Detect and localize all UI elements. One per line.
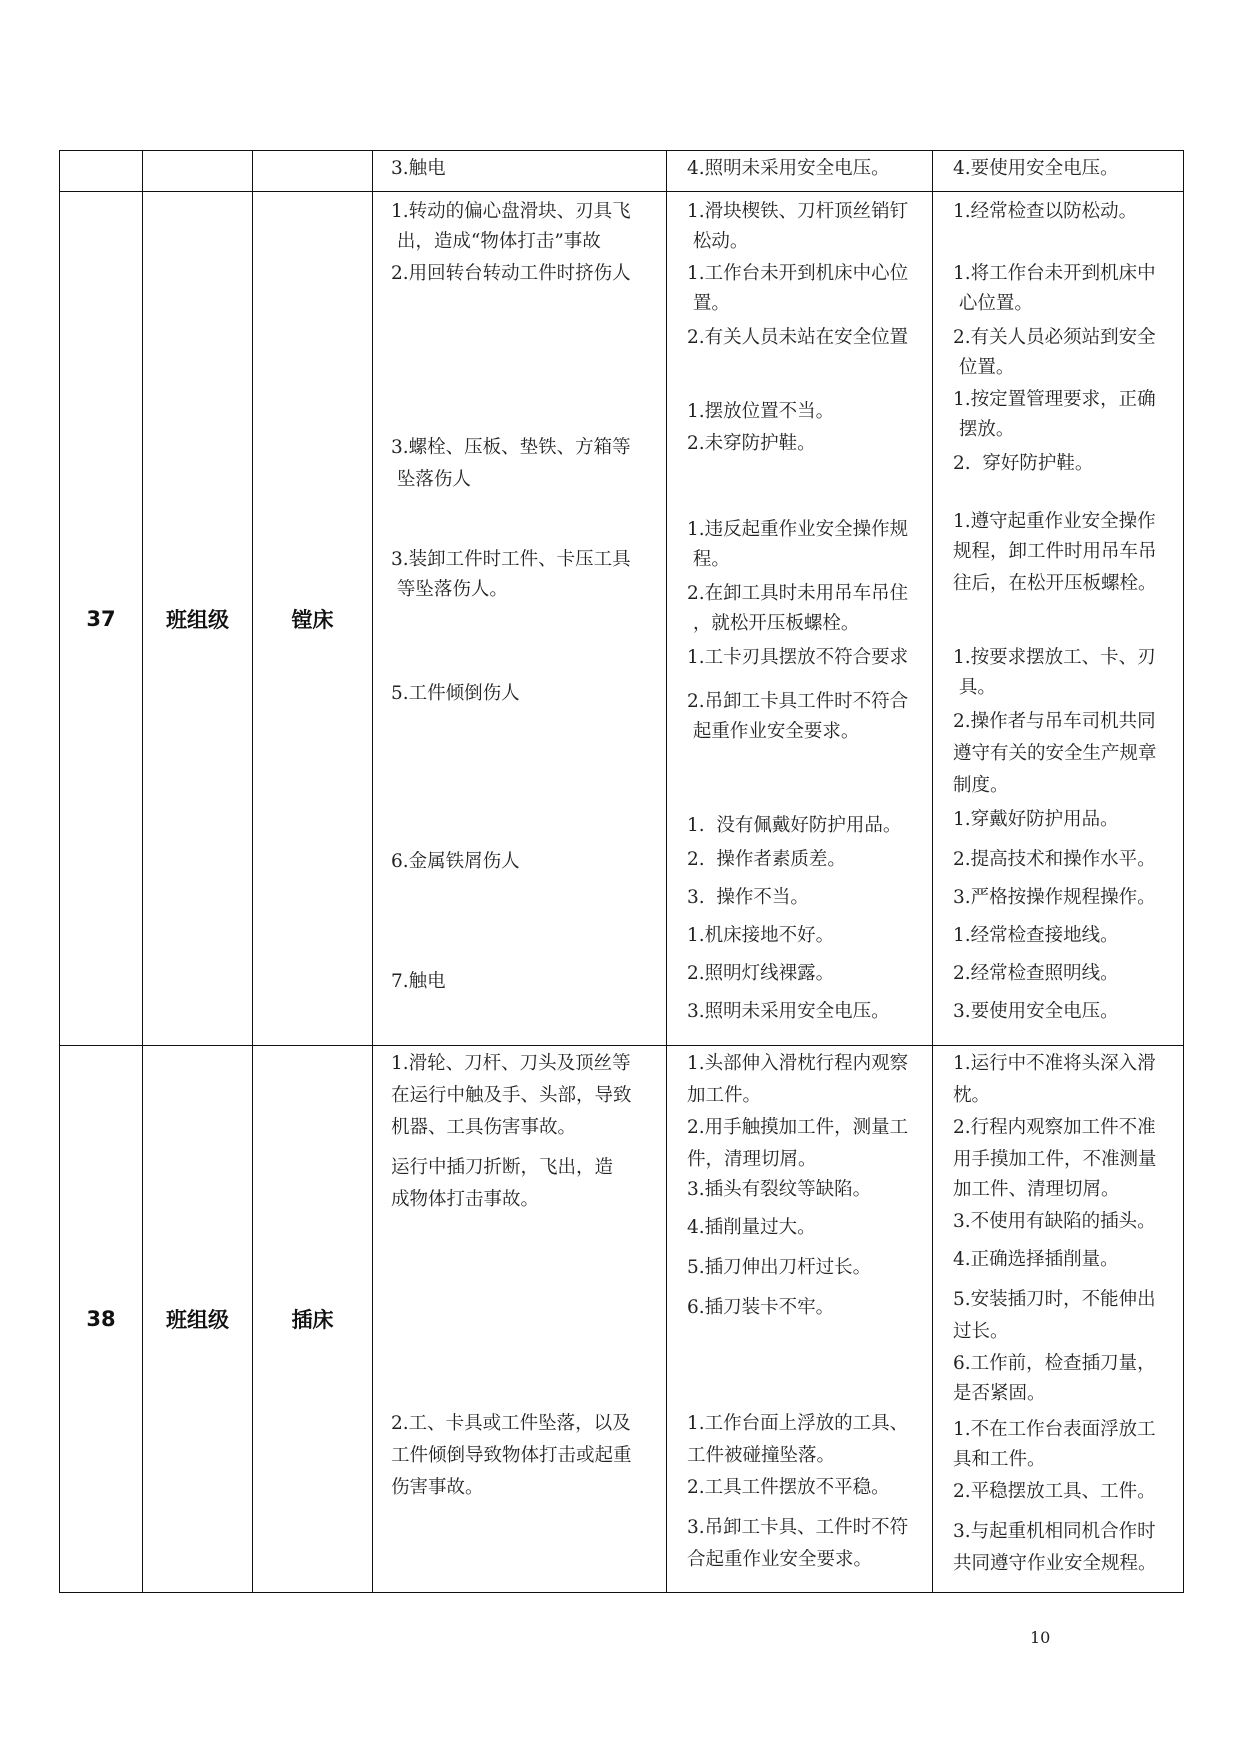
measure-line: 1.按定置管理要求，正确 xyxy=(953,389,1156,410)
machine-name: 镗床 xyxy=(253,192,373,1046)
hazard-line: 7.触电 xyxy=(391,971,446,992)
measure-line: 2.行程内观察加工件不准 xyxy=(953,1117,1156,1138)
table-row xyxy=(60,1046,1184,1593)
hazard-line: 5.工件倾倒伤人 xyxy=(391,683,520,704)
machine-name: 插床 xyxy=(253,1046,373,1593)
measure-cell xyxy=(933,192,1184,1046)
page-number: 10 xyxy=(1030,1628,1051,1647)
hazard-line: 2.工、卡具或工件坠落，以及 xyxy=(391,1413,631,1434)
measure-line: 1.不在工作台表面浮放工 xyxy=(953,1419,1156,1440)
hazard-line: 6.金属铁屑伤人 xyxy=(391,851,520,872)
row-number: 38 xyxy=(60,1046,143,1593)
cause-line: 1.摆放位置不当。 xyxy=(687,401,835,422)
measure-line: 6.工作前，检查插刀量， xyxy=(953,1353,1156,1374)
cause-line: 松动。 xyxy=(687,231,749,252)
measure-line: 共同遵守作业安全规程。 xyxy=(953,1553,1157,1574)
measure-line: 位置。 xyxy=(953,357,1015,378)
cause-line: 1.工作台未开到机床中心位 xyxy=(687,263,909,284)
measure-line: 3.严格按操作规程操作。 xyxy=(953,887,1156,908)
level-cell xyxy=(143,151,253,192)
cause-line: 2.未穿防护鞋。 xyxy=(687,433,816,454)
hazard-line: 机器、工具伤害事故。 xyxy=(391,1117,577,1138)
measure-cell xyxy=(933,1046,1184,1593)
measure-line: 1.经常检查以防松动。 xyxy=(953,201,1138,222)
measure-line: 过长。 xyxy=(953,1321,1009,1342)
cause-line: 2.照明灯线裸露。 xyxy=(687,963,835,984)
hazard-line: 等坠落伤人。 xyxy=(391,579,508,600)
hazard-line: 2.用回转台转动工件时挤伤人 xyxy=(391,263,631,284)
measure-line: 制度。 xyxy=(953,775,1009,796)
cause-line: 6.插刀装卡不牢。 xyxy=(687,1297,835,1318)
cause-line: 1.头部伸入滑枕行程内观察 xyxy=(687,1053,909,1074)
measure-line: 1.将工作台未开到机床中 xyxy=(953,263,1156,284)
measure-line: 往后，在松开压板螺栓。 xyxy=(953,573,1157,594)
cause-line: 程。 xyxy=(687,549,730,570)
measure-line: 遵守有关的安全生产规章 xyxy=(953,743,1157,764)
hazard-line: 出，造成“物体打击”事故 xyxy=(391,231,601,252)
cause-line: 工件被碰撞坠落。 xyxy=(687,1445,836,1466)
cause-cell xyxy=(667,192,933,1046)
measure-line: 用手摸加工件，不准测量 xyxy=(953,1149,1157,1170)
cause-line: 合起重作业安全要求。 xyxy=(687,1549,873,1570)
measure-line: 具。 xyxy=(953,677,996,698)
machine-cell xyxy=(253,151,373,192)
hazard-line: 工件倾倒导致物体打击或起重 xyxy=(391,1445,632,1466)
hazard-line: 伤害事故。 xyxy=(391,1477,484,1498)
no-cell xyxy=(60,151,143,192)
cause-line: 3. 操作不当。 xyxy=(687,887,809,908)
measure-line: 摆放。 xyxy=(953,419,1015,440)
cause-line: 2.工具工件摆放不平稳。 xyxy=(687,1477,890,1498)
cause-line: 1.机床接地不好。 xyxy=(687,925,835,946)
hazard-line: 1.转动的偏心盘滑块、刃具飞 xyxy=(391,201,631,222)
cause-line: 2.用手触摸加工件，测量工 xyxy=(687,1117,909,1138)
cause-line: 2.在卸工具时未用吊车吊住 xyxy=(687,583,909,604)
measure-line: 4.要使用安全电压。 xyxy=(953,158,1119,179)
cause-line: 1.违反起重作业安全操作规 xyxy=(687,519,909,540)
cause-line: 2.有关人员未站在安全位置 xyxy=(687,327,909,348)
hazard-line: 3.螺栓、压板、垫铁、方箱等 xyxy=(391,437,631,458)
measure-line: 1.遵守起重作业安全操作 xyxy=(953,511,1156,532)
cause-line: 3.插头有裂纹等缺陷。 xyxy=(687,1179,872,1200)
measure-line: 4.正确选择插削量。 xyxy=(953,1249,1119,1270)
cause-cell xyxy=(667,151,933,192)
cause-line: 2.吊卸工卡具工件时不符合 xyxy=(687,691,909,712)
hazard-cell xyxy=(373,192,667,1046)
measure-line: 3.与起重机相同机合作时 xyxy=(953,1521,1156,1542)
cause-line: 2. 操作者素质差。 xyxy=(687,849,846,870)
cause-line: 4.照明未采用安全电压。 xyxy=(687,158,890,179)
hazard-line: 3.装卸工件时工件、卡压工具 xyxy=(391,549,631,570)
measure-line: 心位置。 xyxy=(953,293,1033,314)
hazard-line: 成物体打击事故。 xyxy=(391,1189,540,1210)
measure-line: 2.经常检查照明线。 xyxy=(953,963,1119,984)
measure-line: 规程，卸工件时用吊车吊 xyxy=(953,541,1157,562)
hazard-line: 运行中插刀折断，飞出，造 xyxy=(391,1157,614,1178)
cause-line: 4.插削量过大。 xyxy=(687,1217,816,1238)
table-row-continuation xyxy=(60,151,1184,192)
cause-line: 1.滑块楔铁、刀杆顶丝销钉 xyxy=(687,201,909,222)
measure-line: 枕。 xyxy=(953,1085,991,1106)
cause-cell xyxy=(667,1046,933,1593)
measure-line: 2. 穿好防护鞋。 xyxy=(953,453,1094,474)
measure-line: 2.提高技术和操作水平。 xyxy=(953,849,1156,870)
hazard-cell xyxy=(373,1046,667,1593)
hazard-line: 1.滑轮、刀杆、刀头及顶丝等 xyxy=(391,1053,631,1074)
measure-line: 是否紧固。 xyxy=(953,1383,1046,1404)
cause-line: 1. 没有佩戴好防护用品。 xyxy=(687,815,902,836)
cause-line: 起重作业安全要求。 xyxy=(687,721,860,742)
measure-line: 3.要使用安全电压。 xyxy=(953,1001,1119,1022)
measure-line: 2.操作者与吊车司机共同 xyxy=(953,711,1156,732)
measure-line: 1.经常检查接地线。 xyxy=(953,925,1119,946)
cause-line: 3.照明未采用安全电压。 xyxy=(687,1001,890,1022)
hazard-line: 坠落伤人 xyxy=(391,469,471,490)
cause-line: 3.吊卸工卡具、工件时不符 xyxy=(687,1517,909,1538)
measure-line: 1.运行中不准将头深入滑 xyxy=(953,1053,1156,1074)
cause-line: 5.插刀伸出刀杆过长。 xyxy=(687,1257,872,1278)
hazard-line: 3.触电 xyxy=(391,158,446,179)
measure-line: 1.按要求摆放工、卡、刃 xyxy=(953,647,1156,668)
hazard-table xyxy=(59,150,1184,1593)
cause-line: 件，清理切屑。 xyxy=(687,1149,817,1170)
measure-line: 3.不使用有缺陷的插头。 xyxy=(953,1211,1156,1232)
measure-line: 2.平稳摆放工具、工件。 xyxy=(953,1481,1156,1502)
cause-line: 加工件。 xyxy=(687,1085,762,1106)
measure-line: 2.有关人员必须站到安全 xyxy=(953,327,1156,348)
measure-line: 1.穿戴好防护用品。 xyxy=(953,809,1119,830)
hazard-cell xyxy=(373,151,667,192)
measure-cell xyxy=(933,151,1184,192)
cause-line: ，就松开压板螺栓。 xyxy=(687,613,860,634)
level-label: 班组级 xyxy=(143,1046,253,1593)
measure-line: 具和工件。 xyxy=(953,1449,1046,1470)
table-row xyxy=(60,192,1184,1046)
cause-line: 1.工作台面上浮放的工具、 xyxy=(687,1413,909,1434)
measure-line: 加工件、清理切屑。 xyxy=(953,1179,1120,1200)
cause-line: 置。 xyxy=(687,293,730,314)
hazard-line: 在运行中触及手、头部，导致 xyxy=(391,1085,632,1106)
measure-line: 5.安装插刀时，不能伸出 xyxy=(953,1289,1156,1310)
level-label: 班组级 xyxy=(143,192,253,1046)
row-number: 37 xyxy=(60,192,143,1046)
cause-line: 1.工卡刃具摆放不符合要求 xyxy=(687,647,909,668)
